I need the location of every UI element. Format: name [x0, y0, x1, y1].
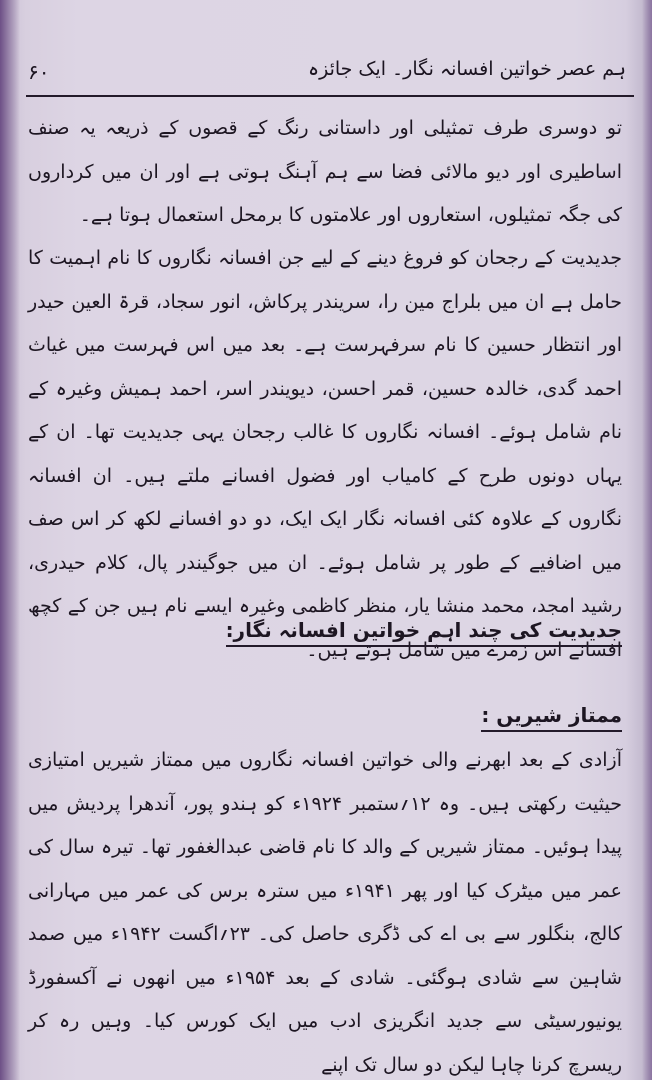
paragraph-1: تو دوسری طرف تمثیلی اور داستانی رنگ کے قصوں کے ذریعہ یہ صنف اساطیری اور دیو مالائی فضا سے ہم آہنگ ہوتی ہے اور ان میں کرداروں کی جگہ تمثیلوں، استعاروں اور علامتوں کا برمحل استعمال ہوتا ہے۔ [28, 117, 622, 226]
section-heading-mumtaz-shirin: ممتاز شیریں : [481, 703, 622, 732]
page-header [26, 58, 630, 94]
running-title: ہم عصر خواتین افسانہ نگار۔ ایک جائزہ [307, 58, 626, 80]
paragraph-2: جدیدیت کے رجحان کو فروغ دینے کے لیے جن افسانہ نگاروں کا نام اہمیت کا حامل ہے ان میں بلراج مین را، سریندر پرکاش، انور سجاد، قرۃ العین حیدر اور انتظار حسین کا نام سرفہرست ہے۔ بعد میں اس فہرست میں غیاث احمد گدی، خالدہ حسین، قمر احسن، دیویندر اسر، احمد ہمیش وغیرہ کے نام شامل ہوئے۔ افسانہ نگاروں کا غالب رجحان یہی جدیدیت تھا۔ ان کے یہاں دونوں طرح کے کامیاب اور فضول افسانے ملتے ہیں۔ ان افسانہ نگاروں کے علاوہ کئی افسانہ نگار ایک ایک، دو دو افسانے لکھ کر اس صف میں اضافیے کے طور پر شامل ہوئے۔ ان میں جوگیندر پال، کلام حیدری، رشید امجد، محمد منشا یار، منظر کاظمی وغیرہ ایسے نام ہیں جن کے کچھ افسانے اس زمرے میں شامل ہوتے ہیں۔ [28, 247, 622, 661]
page-number: ۶۰ [28, 60, 50, 84]
header-rule [26, 95, 634, 97]
paragraph-3: آزادی کے بعد ابھرنے والی خواتین افسانہ نگاروں میں ممتاز شیریں امتیازی حیثیت رکھتی ہیں۔ وہ ۱۲؍ستمبر ۱۹۲۴ء کو ہندو پور، آندھرا پردیش میں پیدا ہوئیں۔ ممتاز شیریں کے والد کا نام قاضی عبدالغفور تھا۔ تیرہ سال کی عمر میں میٹرک کیا اور پھر ۱۹۴۱ء میں سترہ برس کی عمر میں مہارانی کالج، بنگلور سے بی اے کی ڈگری حاصل کی۔ ۲۳؍اگست ۱۹۴۲ء میں صمد شاہین سے شادی ہوگئی۔ شادی کے بعد ۱۹۵۴ء میں انھوں نے آکسفورڈ یونیورسیٹی سے جدید انگریزی ادب میں ایک کورس کیا۔ وہیں رہ کر ریسرچ کرنا چاہا لیکن دو سال تک اپنے [28, 749, 623, 1076]
section-heading-modernist-women-writers: جدیدیت کی چند اہم خواتین افسانہ نگار: [226, 618, 622, 647]
page-edge [642, 0, 652, 1080]
binding-shadow [0, 0, 20, 1080]
